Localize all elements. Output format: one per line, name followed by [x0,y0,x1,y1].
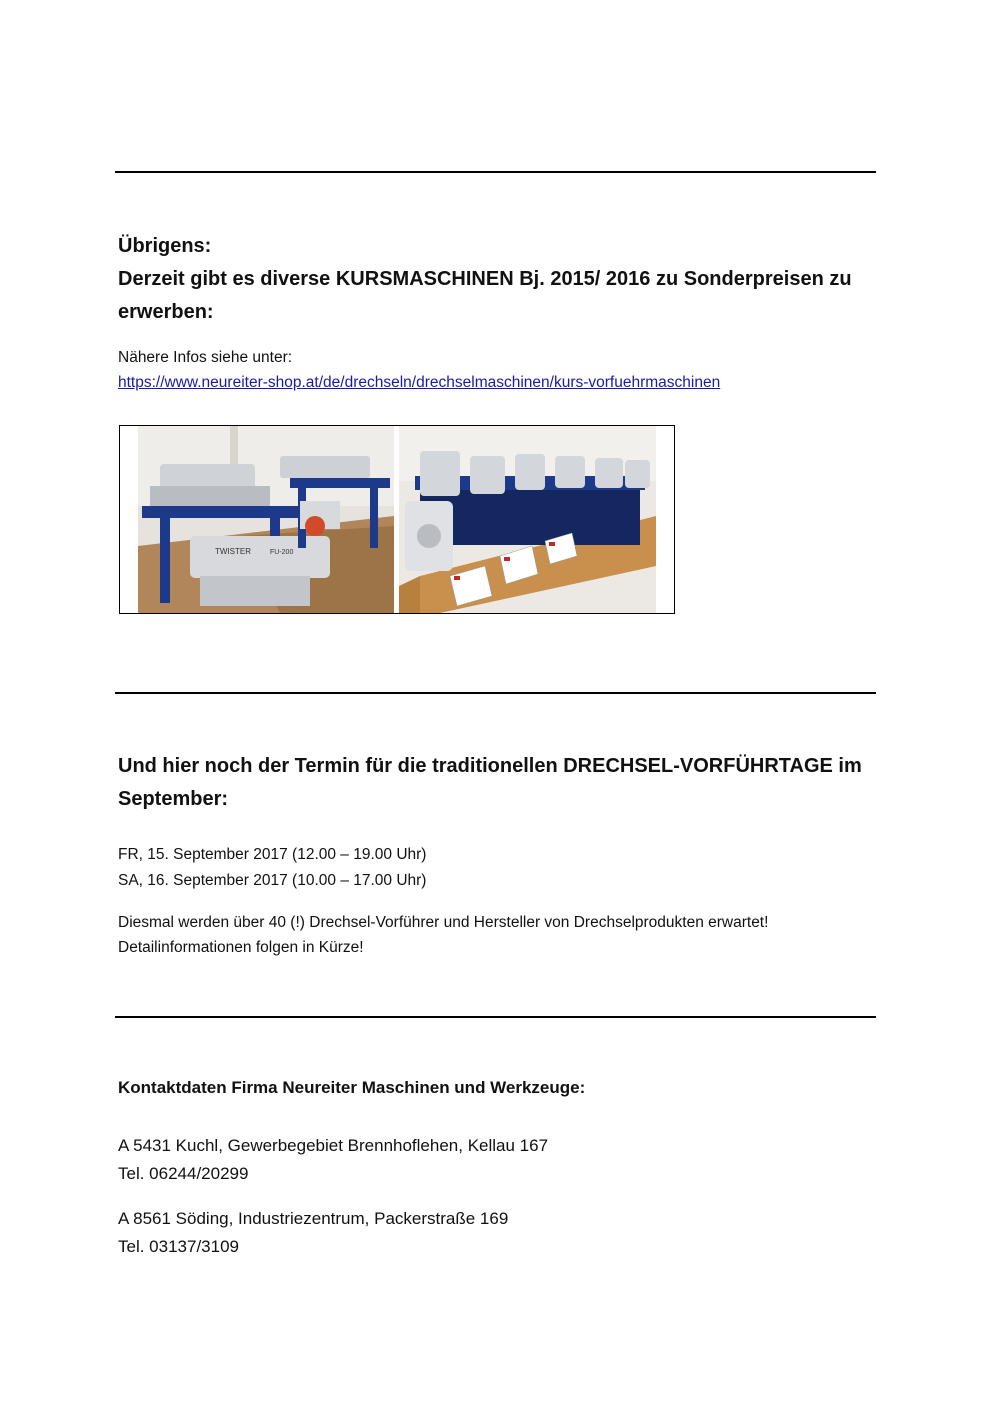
dates-followup: Detailinformationen folgen in Kürze! [118,939,364,956]
brand-label: TWISTER [215,547,251,556]
soeding-phone: Tel. 03137/3109 [118,1237,239,1256]
shop-link[interactable]: https://www.neureiter-shop.at/de/drechseln/drechselmaschinen/kurs-vorfuehrmaschinen [118,374,721,391]
course-machines-photo [119,425,675,614]
offer-intro-heading: Übrigens: [118,235,212,257]
divider-2 [115,692,876,694]
info-label: Nähere Infos siehe unter: [118,349,293,366]
soeding-address: A 8561 Söding, Industriezentrum, Packerstraße 169 [118,1209,509,1228]
divider-3 [115,1016,876,1018]
date-friday: FR, 15. September 2017 (12.00 – 19.00 Uhr) [118,846,427,863]
date-saturday: SA, 16. September 2017 (10.00 – 17.00 Uhr) [118,872,427,889]
dates-headline: Und hier noch der Termin für die traditionellen DRECHSEL-VORFÜHRTAGE im September: [118,755,862,810]
kuchl-phone: Tel. 06244/20299 [118,1164,249,1183]
kuchl-address: A 5431 Kuchl, Gewerbegebiet Brennhoflehen, Kellau 167 [118,1136,549,1155]
contact-headline: Kontaktdaten Firma Neureiter Maschinen und Werkzeuge: [118,1078,586,1097]
offer-headline: Derzeit gibt es diverse KURSMASCHINEN Bj. 2015/ 2016 zu Sonderpreisen zu erwerben: [118,268,852,323]
dates-note: Diesmal werden über 40 (!) Drechsel-Vorführer und Hersteller von Drechselprodukten erwartet! [118,914,769,931]
model-label: FU-200 [270,549,294,556]
divider-1 [115,171,876,173]
